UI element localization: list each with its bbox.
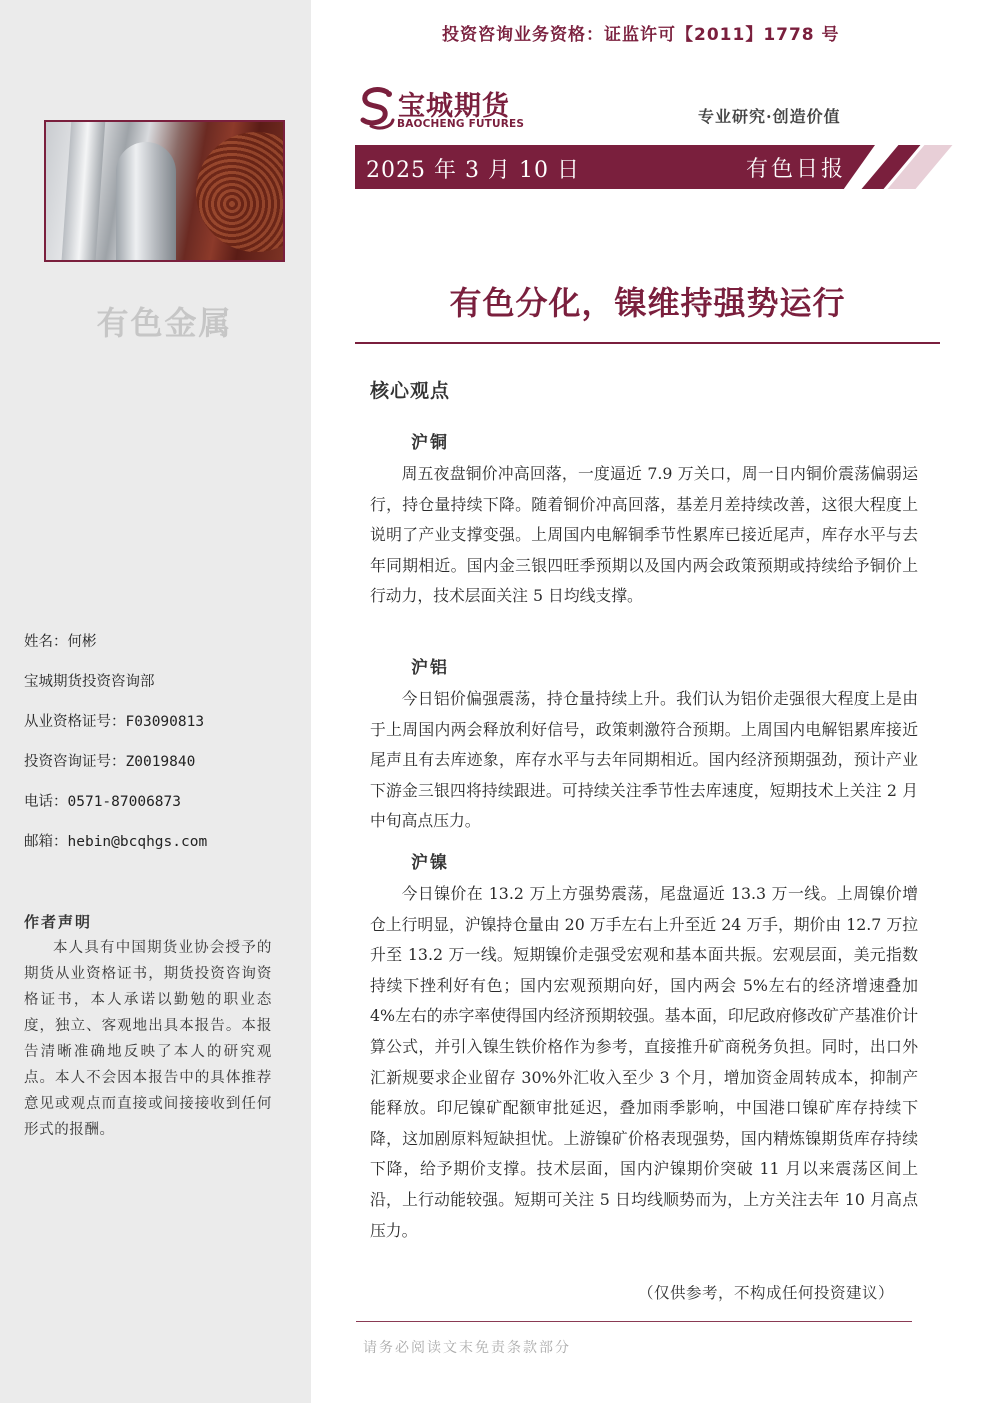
disclaimer: （仅供参考，不构成任何投资建议） xyxy=(638,1284,895,1302)
cover-image xyxy=(44,120,285,262)
metal-tube-graphic xyxy=(60,120,106,262)
declaration-body: 本人具有中国期货业协会授予的期货从业资格证书，期货投资咨询资格证书，本人承诺以勤勉的职业态度，独立、客观地出具本报告。本报告清晰准确地反映了本人的研究观点。本人不会因本报告中的具体推荐意见或观点而直接或间接接收到任何形式的报酬。 xyxy=(24,940,272,1138)
section-heading-nickel: 沪镍 xyxy=(411,853,449,873)
author-email[interactable]: 邮箱：hebin@bcqhgs.com xyxy=(24,834,208,850)
core-view-heading: 核心观点 xyxy=(370,380,451,402)
report-title: 有色分化，镍维持强势运行 xyxy=(449,284,846,322)
section-text-aluminum: 今日铝价偏强震荡，持仓量持续上升。我们认为铝价走强很大程度上是由于上周国内两会释放利好信号，政策刺激符合预期。上周国内电解铝累库接近尾声且有去库迹象，库存水平与去年同期相近。国内经济预期强劲，预计产业下游金三银四将持续跟进。可持续关注季节性去库速度，短期技术上关注 2 月中旬高点压力。 xyxy=(370,689,918,831)
company-name-en: BAOCHENG FUTURES xyxy=(397,118,525,130)
author-info xyxy=(24,630,207,870)
author-qualification-no: 从业资格证号：F03090813 xyxy=(24,714,205,730)
report-date: 2025 年 3 月 10 日 xyxy=(366,158,580,183)
author-phone: 电话：0571-87006873 xyxy=(24,794,181,810)
section-heading-aluminum: 沪铝 xyxy=(411,658,449,678)
company-name-cn: 宝城期货 xyxy=(398,91,510,122)
section-heading-copper: 沪铜 xyxy=(411,433,449,453)
metal-tube-graphic xyxy=(116,142,176,262)
author-department: 宝城期货投资咨询部 xyxy=(24,674,155,690)
footer-divider xyxy=(356,1321,912,1322)
license-line: 投资咨询业务资格：证监许可【2011】1778 号 xyxy=(442,25,840,45)
declaration-title: 作者声明 xyxy=(24,913,93,931)
company-logo-icon xyxy=(357,86,401,132)
section-text-copper: 周五夜盘铜价冲高回落，一度逼近 7.9 万关口，周一日内铜价震荡偏弱运行，持仓量持续下降。随着铜价冲高回落，基差月差持续改善，这很大程度上说明了产业支撑变强。上周国内电解铜季节性累库已接近尾声，库存水平与去年同期相近。国内金三银四旺季预期以及国内两会政策预期或持续给予铜价上行动力，技术层面关注 5 日均线支撑。 xyxy=(370,464,918,606)
copper-coil-graphic xyxy=(196,132,285,252)
footer-note: 请务必阅读文末免责条款部分 xyxy=(363,1340,571,1356)
section-text-nickel: 今日镍价在 13.2 万上方强势震荡，尾盘逼近 13.3 万一线。上周镍价增仓上行明显，沪镍持仓量由 20 万手左右上升至近 24 万手，期价由 12.7 万拉升至 13.2 万一线。短期镍价走强受宏观和基本面共振。宏观层面，美元指数持续下挫利好有色；国内宏观预期向好，国内两会 5%左右的经济增速叠加 4%左右的赤字率使得国内经济预期较强。基本面，印尼政府修改矿产基准价计算公式，并引入镍生铁价格作为参考，直接推升矿商税务负担。同时，出口外汇新规要求企业留存 30%外汇收入至少 3 个月，增加资金周转成本，抑制产能释放。印尼镍矿配额审批延迟，叠加雨季影响，中国港口镍矿库存持续下降，这加剧原料短缺担忧。上游镍矿价格表现强势，国内精炼镍期货库存持续下降，给予期价支撑。技术层面，国内沪镍期价突破 11 月以来震荡区间上沿，上行动能较强。短期可关注 5 日均线顺势而为，上方关注去年 10 月高点压力。 xyxy=(370,884,918,1240)
author-consulting-no: 投资咨询证号：Z0019840 xyxy=(24,754,196,770)
slogan: 专业研究·创造价值 xyxy=(698,107,841,126)
report-type: 有色日报 xyxy=(746,157,847,182)
title-divider xyxy=(355,342,940,344)
sector-label: 有色金属 xyxy=(96,304,233,342)
author-name: 姓名：何彬 xyxy=(24,634,97,650)
